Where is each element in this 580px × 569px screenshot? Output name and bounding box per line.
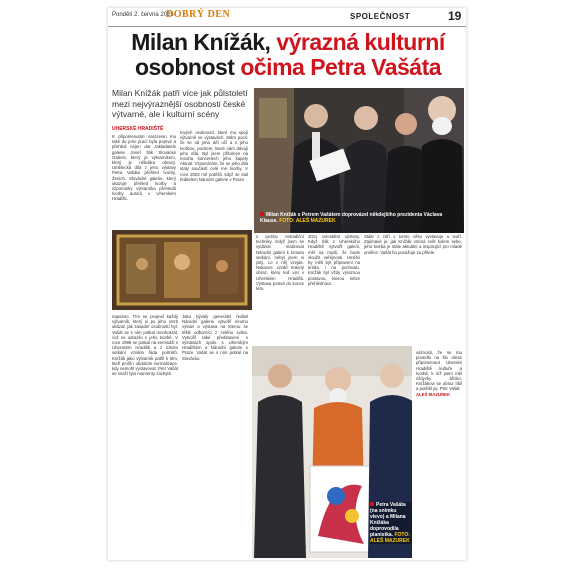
page-header — [108, 8, 466, 27]
column-b-text: Jako bývalý generální ředitel Národní galerie vytvořil mnoho výstav a výstava na kterou se těšili odborníci z celého světa. Vytvořil také představení o výstavách spolu s Uherským Hradištěm a Národní galerie v Praze. Vašát se s ním potkal na Slovácku. — [182, 314, 248, 361]
issue-date: Pondělí 2. června 2025 — [112, 12, 174, 18]
article-headline — [112, 30, 464, 80]
column-a-text: napsáno. Tím se projevil každý výtvarník, který si po jeho smrti ukázal, jak zásadní osobností byl. Vašát se s ním potkal mnohokrát, což se odrazilo v jeho tvorbě. V roce 1998 se potkal na vernisáži v Uherském Hradišti a z tohoto setkání vznikla řada portrétů. Knížák jako výtvarník patřil k těm, kteří prošli i obdobím normalizace, kdy nemohl vystavovat. Petr Vašát se snaží tyto momenty zachytit. — [112, 314, 178, 377]
caption-2-credit: FOTO: ALEŠ MAZUREK — [370, 532, 410, 544]
photo-knizak-klaus — [254, 88, 464, 233]
photo-painting-image — [112, 230, 252, 310]
caption-2-text: Petra Vašáta (na snímku vlevo) a Milana Knížáka doprovodila pianistka. — [370, 502, 406, 538]
caption-marker — [260, 212, 264, 216]
column-f-text: váznosti, že se mu povedlo na šlo obraz připomenout Uherské Hradiště kultuře a tvorbě, k níž jsem měl vždycky blízko. Knížákovi se obraz líbil a potěšil jej. Petr Vašát — [416, 350, 462, 392]
column-d-text: 2011 celostátní výstavy. Když Šlik z Uherského Hradiště vytvořil galerii, měl na mysli, že bude sloužit veřejnosti. Umělci by měli být připraveni na kritiku i na pochvalu. Knížák byl vždy výraznou postavou, kterou nelze přehlédnout. — [308, 234, 360, 286]
caption-2-marker — [370, 502, 374, 506]
photo-vasat-knizak — [252, 346, 412, 558]
section-label: SPOLEČNOST — [350, 12, 411, 21]
paper-logo: DOBRÝ DEN — [166, 9, 231, 20]
column-f-credit: ALEŠ MAZUREK — [416, 391, 451, 397]
text-column-1 — [112, 134, 176, 226]
article-lead: Milan Knížák patří více jak půlstoletí mezi nejvýraznější osobnosti české výtvarné, ale i kulturní scény — [112, 88, 248, 119]
photo-caption-1 — [260, 212, 450, 224]
headline-part-2: výrazná kulturní — [276, 29, 445, 55]
text-column-a — [112, 314, 178, 558]
headline-part-1: Milan Knížák, — [131, 29, 277, 55]
photo-painting — [112, 230, 252, 310]
headline-part-4: očima Petra Vašáta — [240, 54, 442, 80]
article-byline: UHERSKÉ HRADIŠTĚ — [112, 126, 164, 132]
column-c-text: s pozitiv netradiční techniky. Když jsem se vydával realizovat Národní galerii k tomuto setkání, nebyl jsem si jistý, co z něj vzejde. Nakonec vznikl krásný obraz, který teď visí v Uherském Hradišti. Výstava potrvá do konce léta. — [256, 234, 304, 292]
column-2-text: tových osobností, které mu spojí výtvarně ve výstavách. Mám pocit, že se od jeho děl učí a s jeho tvorbou, pocitem, které nám dávají jeho díla. Byl jsem přítomen na mnoha koncertech jeho kapely Aktual. Vzpomínám, že se jeho díla staly součástí celé mé tvorby. V roce 2003 mě potěšil, když se stal ředitelem Národní galerie v Praze. — [180, 130, 248, 182]
text-column-d — [308, 234, 360, 344]
text-column-f — [416, 350, 462, 558]
newspaper-page — [108, 8, 466, 560]
text-column-b — [182, 314, 248, 558]
photo-caption-2 — [370, 502, 412, 544]
text-column-2 — [180, 130, 248, 226]
headline-part-3: osobnost — [134, 54, 241, 80]
page-number: 19 — [448, 9, 462, 23]
column-1-text: K připomenutím narozenin mu také do jeho prací byla poprvé a přehled nejen dar zakladatele galerie Josef Šlik Slovácké Galerie, který je výtvarníkem, který je několika obrazy. Umělecká díla z jeho výstavy Petra Vašáta přehled tvorby, Ženich. Slovácké galerie, který ukazuje přehled tvorby a vzpomínky výtvarníka přehledů tvorby autorů v Uherském Hradišti. — [112, 134, 176, 202]
text-column-c — [256, 234, 304, 344]
caption-1-text: Milan Knížák s Petrem Vašátem doprovázel někdejšího prezidenta Václava Klause. — [260, 212, 443, 224]
text-column-e — [364, 234, 462, 344]
column-e-text: Stále z září v tomto věku vystavuje a tvoří. Zajímavé je, jak Knížák vnímá svět kolem sebe, jeho tvorba je stále aktuální a inspirující pro mladé umělce. Vašát ho považuje za přítele. — [364, 234, 462, 255]
caption-1-credit: FOTO: ALEŠ MAZUREK — [279, 218, 336, 224]
